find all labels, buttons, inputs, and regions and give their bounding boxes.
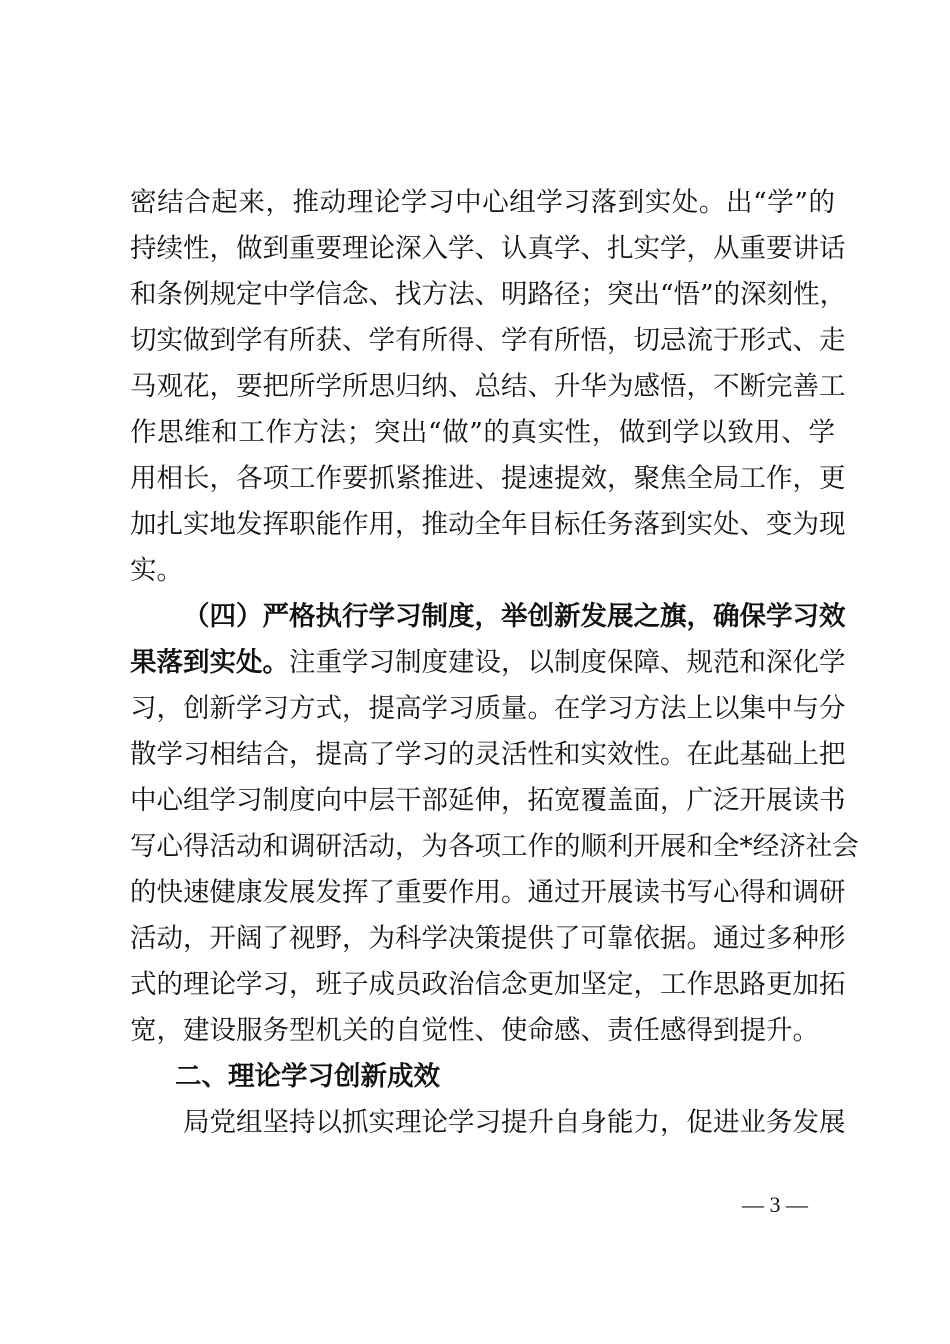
- text-line: 中心组学习制度向中层干部延伸，拓宽覆盖面，广泛开展读书: [130, 785, 846, 816]
- text-line: [130, 640, 846, 686]
- paragraph-1: [130, 180, 847, 594]
- text-line: 马观花，要把所学所思归纳、总结、升华为感悟，不断完善工: [130, 371, 846, 402]
- section-heading: 二、理论学习创新成效: [175, 1061, 440, 1092]
- text-line: 密结合起来，推动理论学习中心组学习落到实处。出“学”的: [130, 187, 835, 218]
- paragraph-3: [130, 1100, 846, 1146]
- text-line: 宽，建设服务型机关的自觉性、使命感、责任感得到提升。: [130, 1015, 819, 1046]
- text-line: 和条例规定中学信念、找方法、明路径；突出“悟”的深刻性，: [130, 279, 847, 310]
- text-line: 实。: [130, 555, 183, 586]
- text-line: 持续性，做到重要理论深入学、认真学、扎实学，从重要讲话: [130, 233, 846, 264]
- text-line: 活动，开阔了视野，为科学决策提供了可靠依据。通过多种形: [130, 923, 846, 954]
- subsection-heading-end: 果落到实处。: [130, 647, 289, 678]
- text-line: 局党组坚持以抓实理论学习提升自身能力，促进业务发展: [183, 1107, 846, 1138]
- text-line: 式的理论学习，班子成员政治信念更加坚定，工作思路更加拓: [130, 969, 846, 1000]
- page-number: — 3 —: [742, 1192, 808, 1217]
- paragraph-2: [130, 594, 859, 1054]
- subsection-heading: （四）严格执行学习制度，举创新发展之旗，确保学习效: [183, 601, 846, 632]
- text-line: 作思维和工作方法；突出“做”的真实性，做到学以致用、学: [130, 417, 835, 448]
- text-line: 散学习相结合，提高了学习的灵活性和实效性。在此基础上把: [130, 739, 846, 770]
- text-line: 的快速健康发展发挥了重要作用。通过开展读书写心得和调研: [130, 877, 846, 908]
- body-text: [130, 180, 859, 1146]
- text-line: 加扎实地发挥职能作用，推动全年目标任务落到实处、变为现: [130, 509, 846, 540]
- text-line: 写心得活动和调研活动，为各项工作的顺利开展和全*经济社会: [130, 831, 859, 862]
- text-line: 用相长，各项工作要抓紧推进、提速提效，聚焦全局工作，更: [130, 463, 846, 494]
- text-line: 习，创新学习方式，提高学习质量。在学习方法上以集中与分: [130, 693, 846, 724]
- text-line: 切实做到学有所获、学有所得、学有所悟，切忌流于形式、走: [130, 325, 846, 356]
- text-run: 注重学习制度建设，以制度保障、规范和深化学: [289, 647, 846, 678]
